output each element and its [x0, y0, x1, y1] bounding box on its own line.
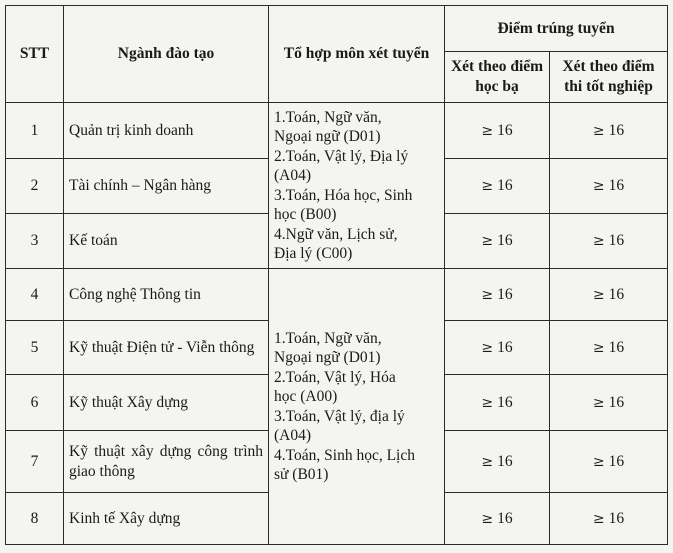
- row-stt: 1: [6, 103, 64, 159]
- min-score-value: 16: [608, 121, 625, 139]
- score-transcript-cell: [445, 321, 550, 375]
- header-score-exam: Xét theo điểm thi tốt nghiệp: [550, 52, 668, 103]
- combination-line: học (A00): [274, 388, 338, 405]
- score-transcript-cell: [445, 214, 550, 269]
- min-score-value: 16: [497, 338, 513, 356]
- min-score-symbol: ≥: [481, 286, 494, 303]
- combination-line: 1.Toán, Ngữ văn,: [274, 329, 382, 347]
- min-score-value: 16: [497, 177, 513, 194]
- row-stt: 3: [6, 214, 64, 269]
- min-score-symbol: ≥: [481, 510, 494, 527]
- min-score-value: 16: [497, 509, 513, 527]
- combination-line: 4.Toán, Sinh học, Lịch: [274, 446, 415, 464]
- min-score-symbol: ≥: [592, 394, 605, 411]
- min-score-symbol: ≥: [481, 339, 494, 356]
- min-score-value: 16: [608, 393, 625, 411]
- min-score-value: 16: [497, 285, 513, 303]
- score-transcript-cell: [445, 269, 550, 321]
- combination-line: 1.Toán, Ngữ văn,: [274, 108, 382, 126]
- combination-line: sử (B01): [274, 466, 329, 483]
- combination-line: (A04): [274, 167, 312, 184]
- score-transcript-cell: [445, 431, 550, 493]
- score-exam-cell: [550, 159, 668, 214]
- score-exam-cell: [550, 493, 668, 545]
- combination-line: Ngoại ngữ (D01): [274, 349, 381, 366]
- score-exam-cell: [550, 321, 668, 375]
- header-row-top: [6, 6, 668, 52]
- min-score-value: 16: [608, 285, 625, 303]
- min-score-symbol: ≥: [592, 510, 605, 527]
- combination-line: (A04): [274, 427, 312, 444]
- min-score-value: 16: [497, 393, 513, 411]
- score-transcript-cell: [445, 159, 550, 214]
- score-exam-cell: [550, 103, 668, 159]
- row-major: Kế toán: [64, 214, 269, 269]
- row-stt: 4: [6, 269, 64, 321]
- combination-group-2: [269, 269, 445, 545]
- header-score-group: Điểm trúng tuyển: [445, 6, 668, 52]
- min-score-value: 16: [497, 232, 513, 249]
- score-exam-cell: [550, 375, 668, 431]
- score-transcript-cell: [445, 103, 550, 159]
- score-exam-cell: [550, 214, 668, 269]
- min-score-symbol: ≥: [481, 178, 494, 194]
- combination-line: học (B00): [274, 206, 337, 223]
- min-score-value: 16: [608, 177, 625, 194]
- combination-line: Địa lý (C00): [274, 245, 353, 262]
- min-score-symbol: ≥: [592, 122, 605, 139]
- min-score-symbol: ≥: [592, 339, 605, 356]
- row-major: Quản trị kinh doanh: [64, 103, 269, 159]
- row-major: Kỹ thuật Điện tử - Viễn thông: [64, 321, 269, 375]
- header-major: Ngành đào tạo: [64, 6, 269, 103]
- row-stt: 2: [6, 159, 64, 214]
- min-score-symbol: ≥: [592, 453, 605, 470]
- row-major: Công nghệ Thông tin: [64, 269, 269, 321]
- min-score-symbol: ≥: [592, 286, 605, 303]
- min-score-value: 16: [497, 121, 513, 139]
- score-exam-cell: [550, 269, 668, 321]
- header-stt: STT: [6, 6, 64, 103]
- row-major: Kỹ thuật xây dựng công trình giao thông: [64, 431, 269, 493]
- min-score-symbol: ≥: [592, 233, 605, 249]
- combination-line: 4.Ngữ văn, Lịch sử,: [274, 225, 398, 243]
- min-score-value: 16: [608, 338, 625, 356]
- row-major: Kỹ thuật Xây dựng: [64, 375, 269, 431]
- min-score-symbol: ≥: [481, 122, 494, 139]
- score-transcript-cell: [445, 375, 550, 431]
- combination-line: 2.Toán, Vật lý, Hóa: [274, 368, 396, 386]
- min-score-symbol: ≥: [592, 178, 605, 194]
- row-stt: 7: [6, 431, 64, 493]
- min-score-value: 16: [608, 509, 625, 527]
- row-major: Kinh tế Xây dựng: [64, 493, 269, 545]
- combination-group-1: [269, 103, 445, 269]
- combination-line: 3.Toán, Hóa học, Sinh: [274, 186, 413, 204]
- min-score-symbol: ≥: [481, 453, 494, 470]
- header-combination: Tổ hợp môn xét tuyển: [269, 6, 445, 103]
- min-score-symbol: ≥: [481, 233, 494, 249]
- header-score-transcript: Xét theo điểm học bạ: [445, 52, 550, 103]
- score-exam-cell: [550, 431, 668, 493]
- row-stt: 6: [6, 375, 64, 431]
- row-stt: 5: [6, 321, 64, 375]
- table-row: [6, 103, 668, 159]
- row-stt: 8: [6, 493, 64, 545]
- min-score-value: 16: [608, 452, 625, 470]
- combination-line: Ngoại ngữ (D01): [274, 128, 381, 145]
- min-score-value: 16: [497, 452, 513, 470]
- admission-scores-table: [5, 5, 668, 545]
- score-transcript-cell: [445, 493, 550, 545]
- row-major: Tài chính – Ngân hàng: [64, 159, 269, 214]
- combination-line: 3.Toán, Vật lý, địa lý: [274, 407, 405, 425]
- table-row: [6, 269, 668, 321]
- combination-line: 2.Toán, Vật lý, Địa lý: [274, 147, 409, 165]
- min-score-symbol: ≥: [481, 394, 494, 411]
- min-score-value: 16: [608, 232, 625, 249]
